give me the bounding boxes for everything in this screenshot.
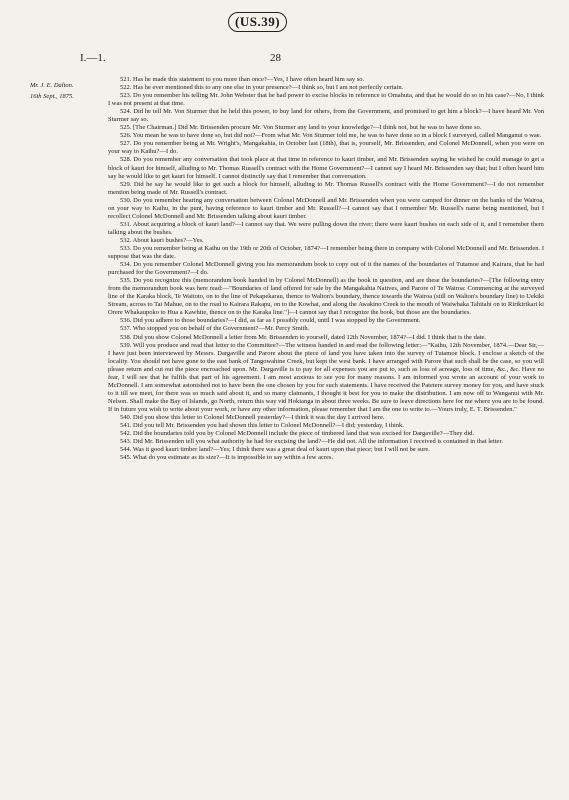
testimony-body [108,76,544,462]
testimony-paragraph: 527. Do you remember being at Mr. Wright's, Mangakahia, in October last (18th), that is, yourself, Mr. Brissenden, and Colonel McDonnell, when you were on your way to Kaihu?—I do. [108,140,544,156]
testimony-paragraph: 542. Did the boundaries told you by Colonel McDonnell include the piece of timbered land that was excised for Dargaville?—They did. [120,430,475,438]
session-date: 16th Sept., 1875. [30,93,74,100]
witness-name: Mr. J. E. Dalton. [30,82,74,89]
testimony-paragraph: 545. What do you estimate as its size?—It is impossible to say within a few acres. [120,454,334,462]
testimony-paragraph: 536. Did you adhere to those boundaries?—I did, as far as I possibly could, until I was stopped by the Government. [120,317,421,325]
testimony-paragraph: 541. Did you tell Mr. Brissenden you had shown this letter to Colonel McDonnell?—I did; yesterday, I think. [120,422,404,430]
testimony-paragraph: 533. Do you remember being at Kaihu on the 19th or 20th of October, 1874?—I remember being there in company with Colonel McDonnell and Mr. Brissenden. I suppose that was the date. [108,244,544,261]
testimony-paragraph: 530. Do you remember hearing any conversation between Colonel McDonnell and Mr. Brissenden when you were camped for dinner on the banks of the Wairoa, on your way to Kaihu, in the punt, having reference to kauri timber and Mr. Russell?—I cannot say that I remember Mr. Russell's name being mentioned, but I recollect Colonel McDonnell and Mr. Brissenden talking about kauri timber. [108,196,544,220]
testimony-paragraph: 531. About acquiring a block of kauri land?—I cannot say that. We were pulling down the river; there were kauri bushes on each side of it, and I remember them talking about the bushes. [108,220,544,236]
testimony-paragraph: 535. Do you recognize this (memorandum book handed in by Colonel McDonnell) as the book in question, and are these the boundaries?—[The following entry from the memorandum book was here read:—"Boundaries of land offered for sale by the Mangakahia Natives, and Parore of Te Wairoa: Commencing at the surveyed line of the Karaka block, Te Waitoto, on to the line of Pekapekarau, thence to Walton's boundary, thence towards the Wairoa (still on Walton's boundary line) to Uekiki Stream, across to Tai Mahue, on to the road to Kairara Rakapu, on to the Kowhai, and along the Awakino Creek to the mouth of Waiwhaka Tahitahi on to Ririkirikari ki Orere Whakaupoko to Hua a Kawhite, thence on to the Karaka line."]—I cannot say that I recognize the book, but those are the boundaries. [108,277,544,317]
page-header [80,52,530,68]
page-number: 28 [270,52,281,64]
testimony-paragraph: 523. Do you remember his telling Mr. John Webster that he had power to excise blocks in reference to Omahuta, and that he would do so in his case?—No, I think I was not present at that time. [108,92,544,108]
testimony-paragraph: 529. Did he say he would like to get such a block for himself, alluding to Mr. Thomas Russell's contract with the Home Government?—I do not remember mention being made of Mr. Russell's contract. [108,180,544,196]
testimony-paragraph: 534. Do you remember Colonel McDonnell giving you his memorandum book to copy out of it the names of the boundaries of Tutamoe and Kairara, that he had purchased for the Government?—I do. [108,261,544,277]
testimony-paragraph: 521. Has he made this statement to you more than once?—Yes, I have often heard him say so. [120,76,365,83]
testimony-paragraph: 544. Was it good kauri timber land?—Yes; I think there was a great deal of kauri upon that piece; but I will not be sure. [120,446,430,454]
archive-stamp: (US.39) [228,12,287,32]
margin-notes [30,80,100,102]
testimony-paragraph: 524. Did he tell Mr. Von Sturmer that he held this power, to buy land for others, from the Government, and promised to get him a block?—I have heard Mr. Von Sturmer say so. [108,108,544,124]
testimony-paragraph: 526. You mean he was to have done so, but did not?—From what Mr. Von Sturmer told me, he was to have done so in a block I surveyed, called Manganui o wae. [120,132,542,140]
testimony-paragraph: 528. Do you remember any conversation that took place at that time in reference to kauri timber, and Mr. Brissenden saying he wished he could manage to get a block of kauri for himself, alluding to Mr. Thomas Russell's contract with the Home Government?—I cannot say I heard Mr. Brissenden say that; but I often heard him say he would like to get kauri for himself. I cannot distinctly say that I remember that conversation. [108,156,544,180]
testimony-paragraph: 532. About kauri bushes?—Yes. [120,236,204,244]
testimony-paragraph: 522. Has he ever mentioned this to any one else in your presence?—I think so, but I am not perfectly certain. [120,84,404,92]
testimony-paragraph: 540. Did you show this letter to Colonel McDonnell yesterday?—I think it was the day I arrived here. [120,413,385,421]
testimony-paragraph: 538. Did you show Colonel McDonnell a letter from Mr. Brissenden to yourself, dated 12th November, 1874?—I did. I think that is the date. [120,333,487,341]
testimony-paragraph: 537. Who stopped you on behalf of the Government?—Mr. Percy Smith. [120,325,310,333]
testimony-paragraph: 543. Did Mr. Brissenden tell you what authority he had for excising the land?—He did not. All the information I received is contained in that letter. [120,438,503,446]
testimony-paragraph: 539. Will you produce and read that letter to the Committee?—The witness handed in and read the following letter:—"Kaihu, 12th November, 1874.—Dear Sir,—I have just been interviewed by Messrs. Dargaville and Parore about the piece of land you have taken into the survey of Tutamoe block. I enclose a sketch of the locality. You should not have gone to the east bank of Tangowahine Creek, but kept the west bank. I have arranged with Parore that such shall be the case, so you will please return and cut out the piece encroached upon. Mr. Dargaville is to pay for all expenses you are put to, such as loss of acreage, loss of time, &c., &c. Have no fear, I will see that he fulfils that part of his agreement. I am most anxious to see you for many reasons. I am informed you wrote an account of your work to McDonnell. I am somewhat astonished not to have been the one chosen by you for such statements. I have received the Patetere survey money for you, and have stuck to it till we meet, for there was so much said about it, and so many claimants, I thought it best for you to make the distribution. I am now off to Wanganui with Mr. Nelson. Shall make the Bay of Islands, go North, return this way vid Hokianga in about three weeks. Be sure to leave directions here for me where you are to be found. If in future you wish to write about your work, or have any other information, please remember that I am the one to write to.—Yours truly, E. T. Brissenden." [108,341,544,413]
testimony-paragraph: 525. [The Chairman.] Did Mr. Brissenden procure Mr. Von Sturmer any land to your knowledge?—I think not, but he was to have done so. [120,124,482,132]
document-reference: I.—1. [80,52,106,64]
